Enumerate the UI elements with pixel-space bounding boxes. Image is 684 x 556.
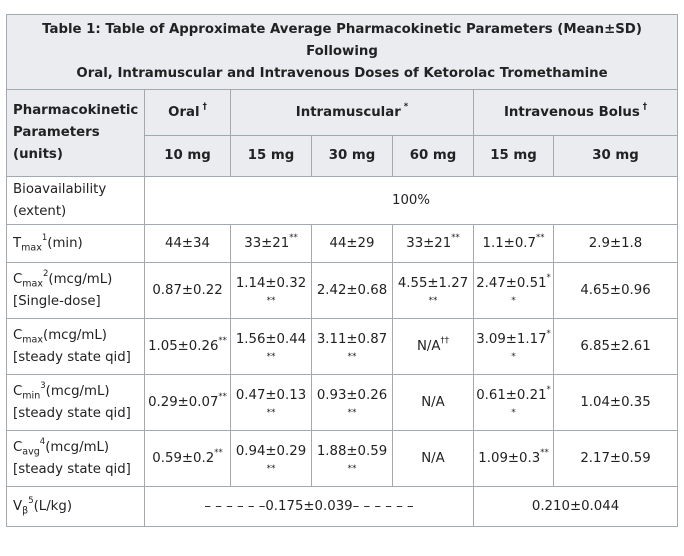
cell-footnote-mark: ** bbox=[214, 448, 223, 459]
dose-header bbox=[393, 136, 474, 177]
cell-value: 100% bbox=[392, 192, 431, 208]
cell-value: 0.61±0.21 bbox=[476, 387, 547, 403]
table-cell bbox=[393, 375, 474, 431]
table-cell bbox=[554, 225, 678, 263]
param-footnote-mark: 5 bbox=[28, 496, 34, 507]
cell-footnote-mark: * bbox=[546, 273, 551, 284]
table-cell bbox=[474, 431, 554, 487]
volume-oral-im-value bbox=[145, 487, 474, 527]
cell-main bbox=[393, 449, 473, 469]
dose-header bbox=[231, 136, 312, 177]
param-subscript: β bbox=[22, 505, 29, 517]
table-cell bbox=[312, 319, 393, 375]
cell-value: 1.05±0.26 bbox=[148, 338, 219, 354]
cell-value: 3.09±1.17 bbox=[476, 331, 547, 347]
param-header-line: (units) bbox=[13, 147, 63, 162]
cell-value: 44±29 bbox=[329, 235, 375, 251]
cell-value: 2.9±1.8 bbox=[588, 235, 643, 251]
table-row bbox=[7, 319, 678, 375]
cell-main bbox=[145, 234, 230, 254]
dose-label: 60 mg bbox=[409, 148, 457, 163]
table-cell bbox=[393, 319, 474, 375]
row-label bbox=[7, 431, 145, 487]
cell-value: 1.09±0.3 bbox=[478, 450, 541, 466]
row-label bbox=[7, 263, 145, 319]
cell-footnote-mark: ** bbox=[451, 233, 460, 244]
table-cell bbox=[554, 319, 678, 375]
cell-footnote-mark: * bbox=[546, 385, 551, 396]
cell-footnote-mark-below: ** bbox=[347, 351, 357, 362]
dose-label: 30 mg bbox=[328, 148, 376, 163]
cell-footnote-mark: ** bbox=[535, 233, 545, 244]
cell-main bbox=[231, 386, 311, 406]
cell-main bbox=[231, 330, 311, 350]
cell-value: 0.87±0.22 bbox=[152, 282, 223, 298]
param-subscript: max bbox=[22, 278, 43, 290]
param-subscript: max bbox=[22, 334, 43, 346]
param-units: (min) bbox=[47, 235, 83, 251]
cell-footnote-mark: * bbox=[546, 329, 551, 340]
cell-main bbox=[474, 274, 553, 294]
param-units: (mcg/mL) bbox=[45, 383, 110, 399]
param-condition: [Single-dose] bbox=[13, 293, 101, 309]
cell-main bbox=[474, 449, 553, 469]
cell-main bbox=[145, 337, 230, 357]
table-cell bbox=[393, 225, 474, 263]
table-caption bbox=[7, 15, 678, 90]
cell-main bbox=[474, 234, 553, 254]
group-header-0 bbox=[145, 90, 231, 136]
param-units: (mcg/mL) bbox=[45, 439, 110, 455]
cell-footnote-mark-below: ** bbox=[266, 407, 276, 418]
param-subscript: max bbox=[21, 242, 42, 254]
cell-value: 33±21 bbox=[406, 235, 452, 251]
group-header-label: Intravenous Bolus bbox=[503, 104, 640, 120]
param-footnote-mark: 2 bbox=[43, 269, 49, 280]
param-condition: [steady state qid] bbox=[13, 461, 131, 477]
table-row bbox=[7, 431, 678, 487]
param-subscript: min bbox=[22, 390, 41, 402]
param-units: (mcg/mL) bbox=[48, 271, 113, 287]
cell-value: 2.47±0.51 bbox=[476, 275, 547, 291]
cell-footnote-mark-below: ** bbox=[347, 407, 357, 418]
cell-value: N/A bbox=[416, 338, 441, 354]
cell-footnote-mark-below: * bbox=[511, 295, 516, 306]
cell-main bbox=[554, 393, 677, 413]
cell-main bbox=[231, 274, 311, 294]
cell-main bbox=[393, 234, 473, 254]
row-label bbox=[7, 375, 145, 431]
param-subscript: avg bbox=[22, 446, 40, 458]
cell-value: 2.42±0.68 bbox=[316, 282, 388, 298]
table-cell bbox=[145, 431, 231, 487]
cell-main bbox=[554, 234, 677, 254]
volume-iv-value bbox=[474, 487, 678, 527]
cell-main bbox=[554, 337, 677, 357]
table-cell bbox=[145, 375, 231, 431]
group-header-1 bbox=[231, 90, 474, 136]
cell-value: 1.88±0.59 bbox=[316, 443, 388, 459]
cell-footnote-mark: ** bbox=[218, 336, 227, 347]
param-symbol: V bbox=[13, 498, 23, 514]
cell-value: N/A bbox=[421, 450, 445, 466]
table-cell bbox=[145, 225, 231, 263]
caption-line-2: Oral, Intramuscular and Intravenous Doses of Ketorolac Tromethamine bbox=[76, 66, 608, 81]
group-header-2 bbox=[474, 90, 678, 136]
table-row bbox=[7, 487, 678, 527]
cell-main bbox=[393, 274, 473, 294]
dose-header bbox=[145, 136, 231, 177]
param-footnote-mark: 1 bbox=[41, 233, 48, 244]
group-header-mark: † bbox=[642, 102, 648, 113]
cell-main bbox=[474, 330, 553, 350]
cell-footnote-mark-below: ** bbox=[266, 463, 276, 474]
param-symbol: C bbox=[13, 439, 23, 455]
table-cell bbox=[474, 319, 554, 375]
cell-main bbox=[312, 234, 392, 254]
param-condition: [steady state qid] bbox=[13, 349, 131, 365]
pharmacokinetic-table bbox=[6, 14, 678, 527]
table-row bbox=[7, 375, 678, 431]
cell-value: 44±34 bbox=[165, 235, 210, 251]
cell-footnote-mark-below: * bbox=[511, 351, 516, 362]
dose-header bbox=[312, 136, 393, 177]
row-label-line: (extent) bbox=[13, 203, 67, 219]
table-cell bbox=[474, 263, 554, 319]
param-units: (mcg/mL) bbox=[43, 327, 107, 343]
bioavailability-value bbox=[145, 177, 678, 225]
cell-value: 1.04±0.35 bbox=[580, 394, 651, 410]
table-cell bbox=[145, 263, 231, 319]
cell-value: 0.47±0.13 bbox=[235, 387, 307, 403]
param-footnote-mark: 3 bbox=[40, 381, 46, 392]
cell-footnote-mark-below: ** bbox=[347, 463, 357, 474]
cell-value: 0.29±0.07 bbox=[148, 394, 219, 410]
dose-header bbox=[554, 136, 678, 177]
row-label bbox=[7, 319, 145, 375]
group-header-mark: † bbox=[202, 102, 207, 113]
param-column-header bbox=[7, 90, 145, 177]
cell-value: 4.65±0.96 bbox=[580, 282, 651, 298]
table-cell bbox=[554, 263, 678, 319]
param-symbol: C bbox=[13, 383, 23, 399]
cell-value: 0.59±0.2 bbox=[152, 450, 215, 466]
table-cell bbox=[554, 375, 678, 431]
cell-footnote-mark-below: * bbox=[511, 407, 516, 418]
cell-value: 1.1±0.7 bbox=[482, 235, 536, 251]
table-cell bbox=[231, 319, 312, 375]
table-cell bbox=[312, 263, 393, 319]
cell-value: 6.85±2.61 bbox=[580, 338, 651, 354]
table-cell bbox=[145, 319, 231, 375]
cell-main bbox=[474, 386, 553, 406]
cell-value: 2.17±0.59 bbox=[580, 450, 651, 466]
cell-main bbox=[312, 442, 392, 462]
cell-main bbox=[393, 337, 473, 357]
table-row bbox=[7, 225, 678, 263]
dose-label: 15 mg bbox=[247, 148, 295, 163]
table-cell bbox=[312, 375, 393, 431]
cell-main bbox=[231, 442, 311, 462]
cell-value: – – – – – –0.175±0.039– – – – – – bbox=[204, 498, 414, 514]
cell-main bbox=[145, 449, 230, 469]
group-header-label: Oral bbox=[168, 104, 200, 120]
cell-main bbox=[554, 281, 677, 301]
cell-value: 1.56±0.44 bbox=[235, 331, 307, 347]
table-cell bbox=[231, 225, 312, 263]
cell-footnote-mark-below: ** bbox=[266, 295, 276, 306]
cell-main bbox=[231, 234, 311, 254]
cell-main bbox=[145, 393, 230, 413]
cell-value: 0.93±0.26 bbox=[316, 387, 388, 403]
table-cell bbox=[554, 431, 678, 487]
param-header-line: Pharmacokinetic bbox=[13, 103, 139, 118]
table-cell bbox=[474, 375, 554, 431]
cell-footnote-mark: ** bbox=[218, 392, 227, 403]
cell-footnote-mark: ** bbox=[540, 448, 549, 459]
cell-main bbox=[312, 281, 392, 301]
cell-main bbox=[145, 281, 230, 301]
param-condition: [steady state qid] bbox=[13, 405, 131, 421]
table-row bbox=[7, 177, 678, 225]
cell-main bbox=[312, 386, 392, 406]
table-cell bbox=[231, 431, 312, 487]
cell-value: 4.55±1.27 bbox=[397, 275, 469, 291]
cell-footnote-mark-below: ** bbox=[266, 351, 276, 362]
dose-label: 15 mg bbox=[490, 148, 537, 163]
param-footnote-mark: 4 bbox=[39, 437, 46, 448]
cell-main bbox=[393, 393, 473, 413]
cell-footnote-mark: ** bbox=[289, 233, 298, 244]
caption-row bbox=[7, 15, 678, 90]
cell-value: 0.94±0.29 bbox=[235, 443, 307, 459]
param-symbol: T bbox=[13, 235, 22, 251]
cell-value: 0.210±0.044 bbox=[531, 498, 620, 514]
cell-main bbox=[312, 330, 392, 350]
cell-value: 33±21 bbox=[244, 235, 290, 251]
dose-header bbox=[474, 136, 554, 177]
group-header-mark: * bbox=[403, 102, 409, 113]
param-symbol: C bbox=[13, 327, 23, 343]
table-cell bbox=[231, 263, 312, 319]
caption-line-1: Table 1: Table of Approximate Average Pharmacokinetic Parameters (Mean±SD) Following bbox=[42, 22, 642, 59]
table-cell bbox=[474, 225, 554, 263]
param-symbol: C bbox=[13, 271, 23, 287]
cell-footnote-mark-below: ** bbox=[428, 295, 438, 306]
row-label bbox=[7, 487, 145, 527]
header-row-groups bbox=[7, 90, 678, 136]
table-cell bbox=[312, 431, 393, 487]
table-cell bbox=[231, 375, 312, 431]
table-cell bbox=[312, 225, 393, 263]
group-header-label: Intramuscular bbox=[295, 104, 401, 120]
cell-main bbox=[554, 449, 677, 469]
cell-value: N/A bbox=[421, 394, 445, 410]
dose-label: 10 mg bbox=[164, 148, 211, 163]
param-header-line: Parameters bbox=[13, 125, 100, 140]
row-label bbox=[7, 225, 145, 263]
table-row bbox=[7, 263, 678, 319]
cell-value: 1.14±0.32 bbox=[235, 275, 307, 291]
cell-footnote-mark: †† bbox=[440, 336, 450, 347]
row-label bbox=[7, 177, 145, 225]
param-units: (L/kg) bbox=[33, 498, 73, 514]
table-cell bbox=[393, 263, 474, 319]
cell-value: 3.11±0.87 bbox=[316, 331, 388, 347]
row-label-line: Bioavailability bbox=[13, 181, 107, 197]
table-cell bbox=[393, 431, 474, 487]
dose-label: 30 mg bbox=[592, 148, 639, 163]
